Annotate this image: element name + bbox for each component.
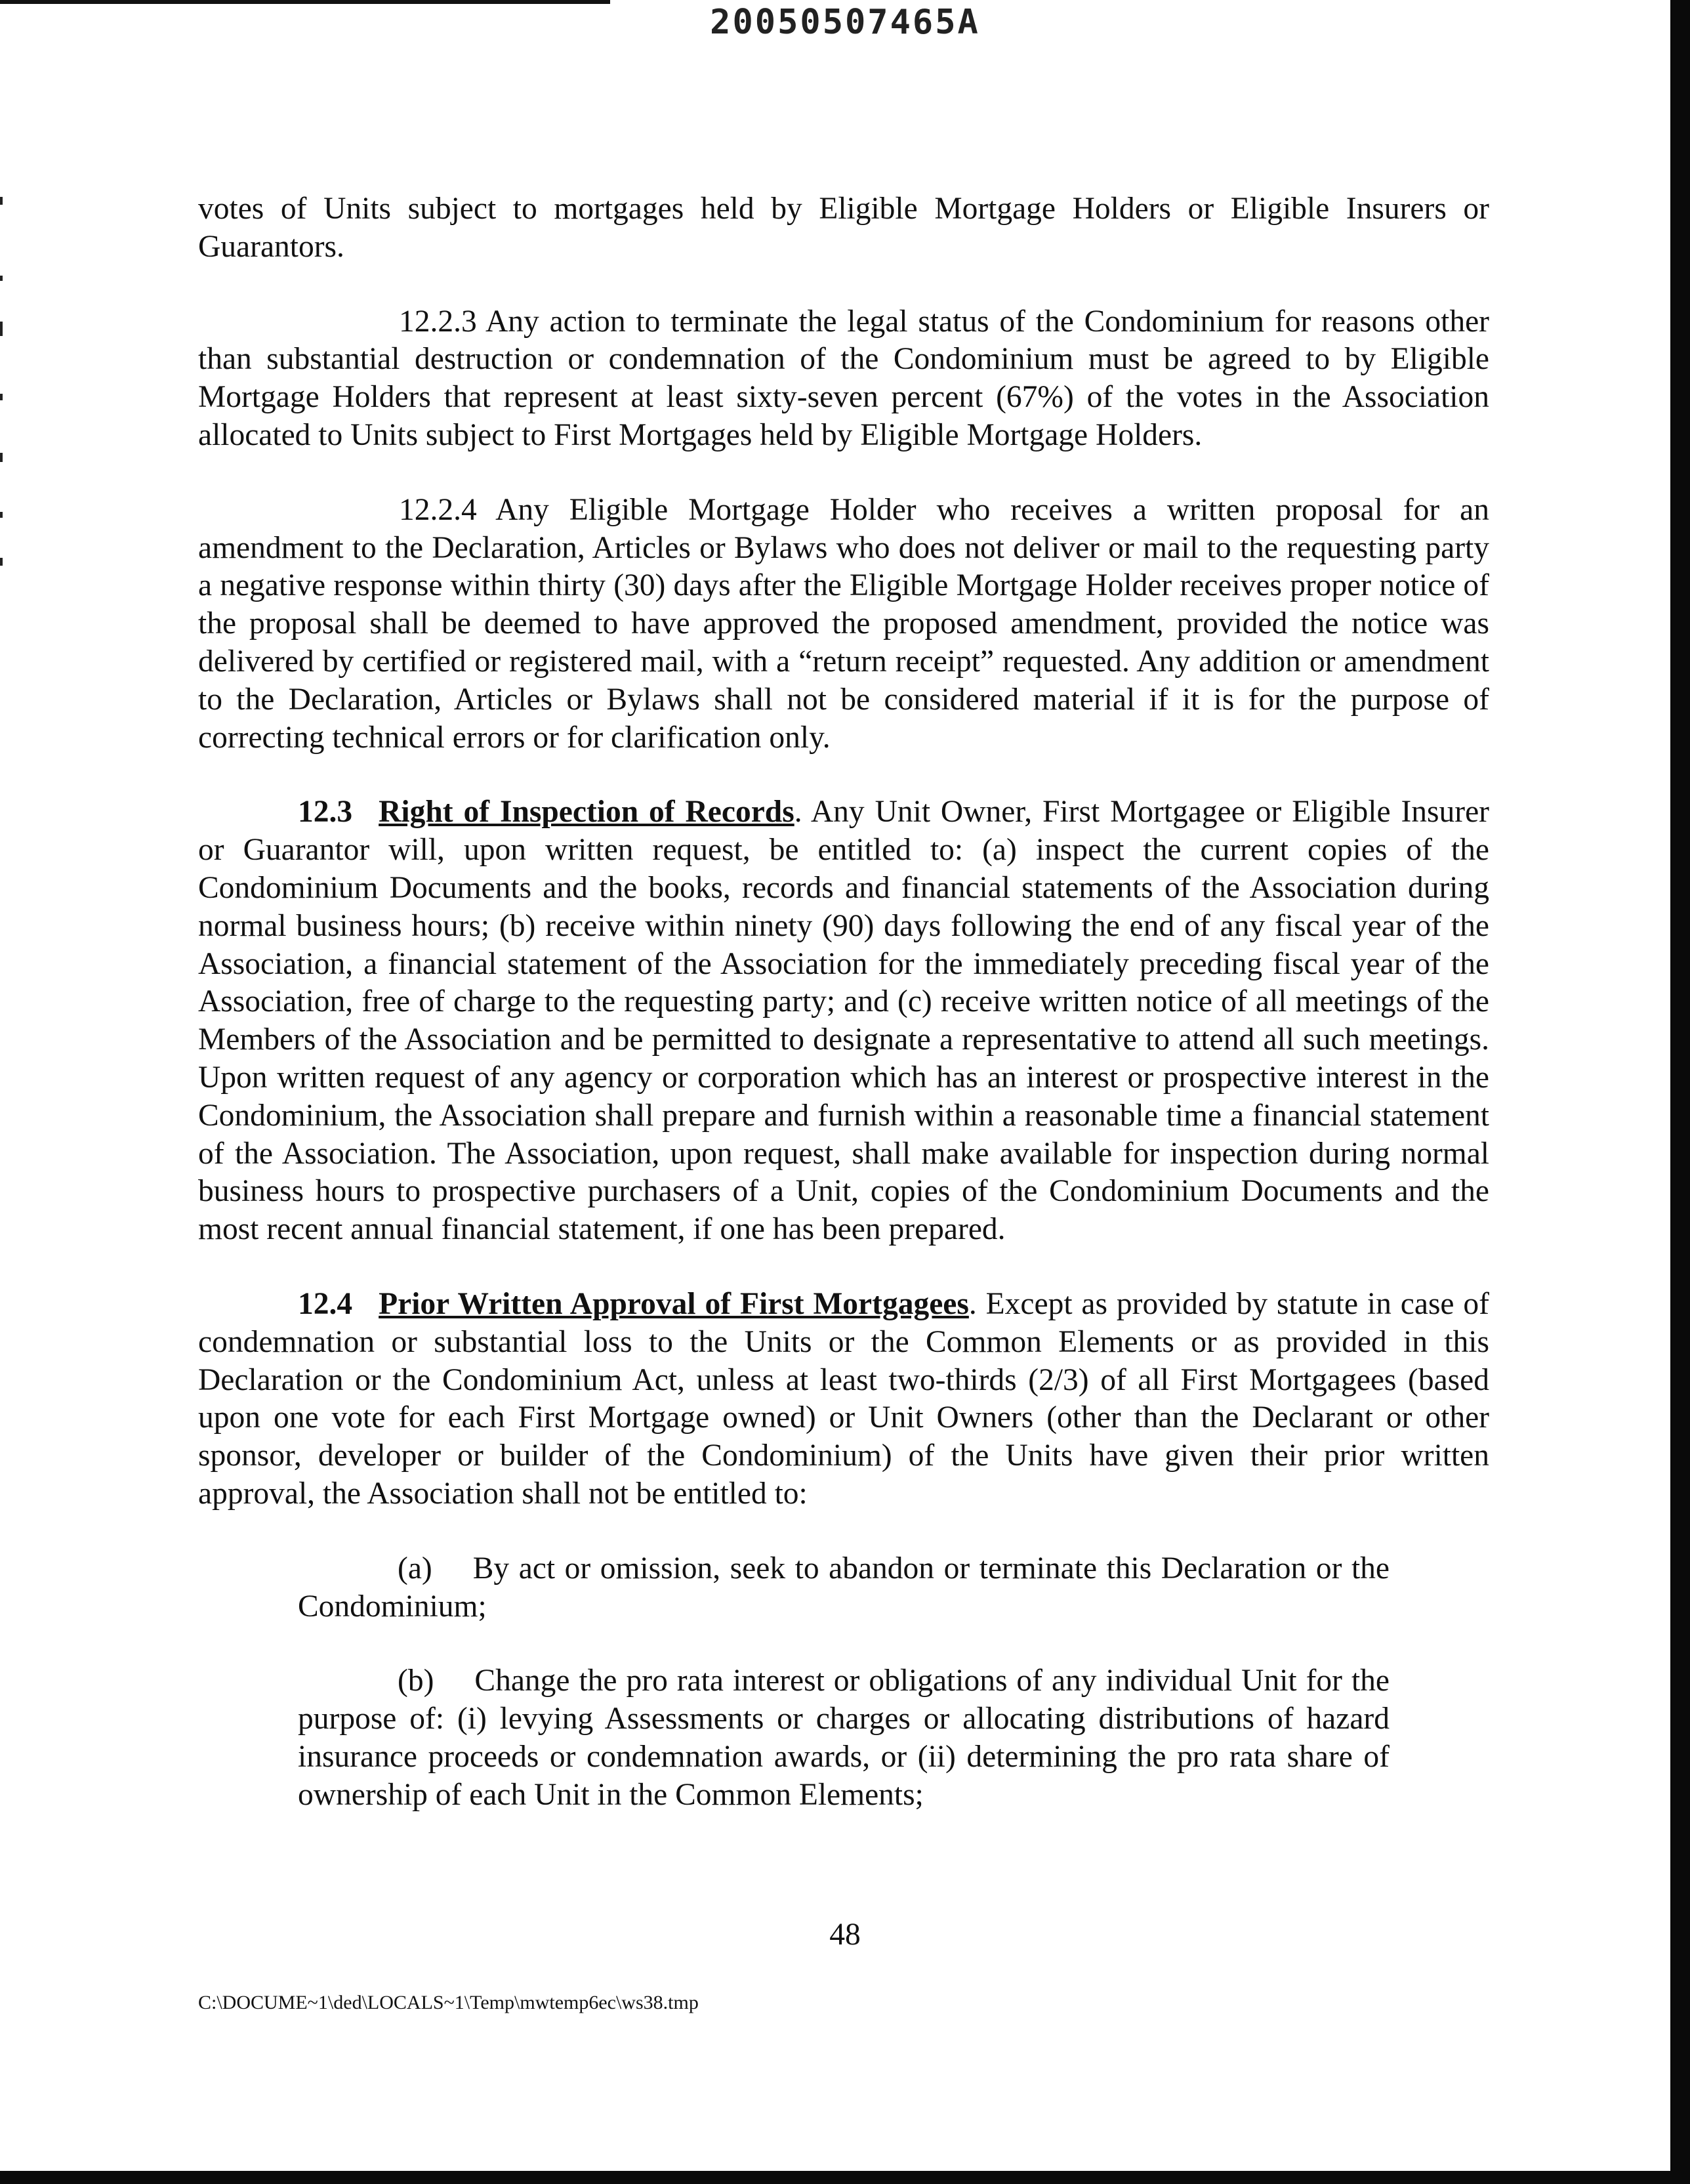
page-number: 48 [829,1918,861,1952]
subitem-a [298,1550,1390,1626]
subitem-text: By act or omission, seek to abandon or terminate this Declaration or the Condominium; [298,1551,1390,1624]
section-text: . Any Unit Owner, First Mortgagee or Eligible Insurer or Guarantor will, upon written request, be entitled to: (a) inspect the current copies of the Condominium Documents and the books, records and financial statements of the Association during normal business hours; (b) receive within ninety (90) days following the end of any fiscal year of the Association, a financial statement of the Association for the immediately preceding fiscal year of the Association, free of charge to the requesting party; and (c) receive written notice of all meetings of the Members of the Association and be permitted to designate a representative to attend all such meetings. Upon written request of any agency or corporation which has an interest or prospective interest in the Condominium, the Association shall prepare and furnish within a reasonable time a financial statement of the Association. The Association, upon request, shall make available for inspection during normal business hours to prospective purchasers of a Unit, copies of the Condominium Documents and the most recent annual financial statement, if one has been prepared. [198,795,1489,1247]
file-path: C:\DOCUME~1\ded\LOCALS~1\Temp\mwtemp6ec\ws38.tmp [198,1992,699,2013]
paragraph-12-2-3: 12.2.3 Any action to terminate the legal status of the Condominium for reasons other than substantial destruction or condemnation of the Condominium must be agreed to by Eligible Mortgage Holders that represent at least sixty-seven percent (67%) of the votes in the Association allocated to Units subject to First Mortgages held by Eligible Mortgage Holders. [198,304,1489,452]
subitem-label: (a) [398,1551,432,1586]
scan-right-border [1670,0,1690,2184]
section-12-3 [198,793,1489,1249]
section-12-4 [198,1286,1489,1513]
scan-bottom-border [0,2171,1690,2184]
section-title: Right of Inspection of Records [379,795,794,830]
section-title: Prior Written Approval of First Mortgagees [379,1286,969,1321]
document-id: 20050507465A [710,3,980,42]
subitem-text: Change the pro rata interest or obligations of any individual Unit for the purpose of: (i) levying Assessments or charges or allocating distributions of hazard insurance proceeds or condemnation awards, or (ii) determining the pro rata share of ownership of each Unit in the Common Elements; [298,1664,1390,1812]
paragraph-continuation: votes of Units subject to mortgages held by Eligible Mortgage Holders or Eligible Insurers or Guarantors. [198,192,1489,264]
subitem-label: (b) [398,1664,434,1698]
section-number: 12.4 [298,1286,353,1321]
subitem-list [298,1550,1390,1815]
subitem-b [298,1662,1390,1814]
section-number: 12.3 [298,795,353,830]
paragraph-12-2-4: 12.2.4 Any Eligible Mortgage Holder who receives a written proposal for an amendment to the Declaration, Articles or Bylaws who does not deliver or mail to the requesting party a negative response within thirty (30) days after the Eligible Mortgage Holder receives proper notice of the proposal shall be deemed to have approved the proposed amendment, provided the notice was delivered by certified or registered mail, with a “return receipt” requested. Any addition or amendment to the Declaration, Articles or Bylaws shall not be considered material if it is for the purpose of correcting technical errors or for clarification only. [198,492,1489,755]
section-text: . Except as provided by statute in case of condemnation or substantial loss to the Units or the Common Elements or as provided in this Declaration or the Condominium Act, unless at least two-thirds (2/3) of all First Mortgagees (based upon one vote for each First Mortgage owned) or Unit Owners (other than the Declarant or other sponsor, developer or builder of the Condominium) of the Units have given their prior written approval, the Association shall not be entitled to: [198,1286,1489,1511]
page-body [198,190,1489,1851]
